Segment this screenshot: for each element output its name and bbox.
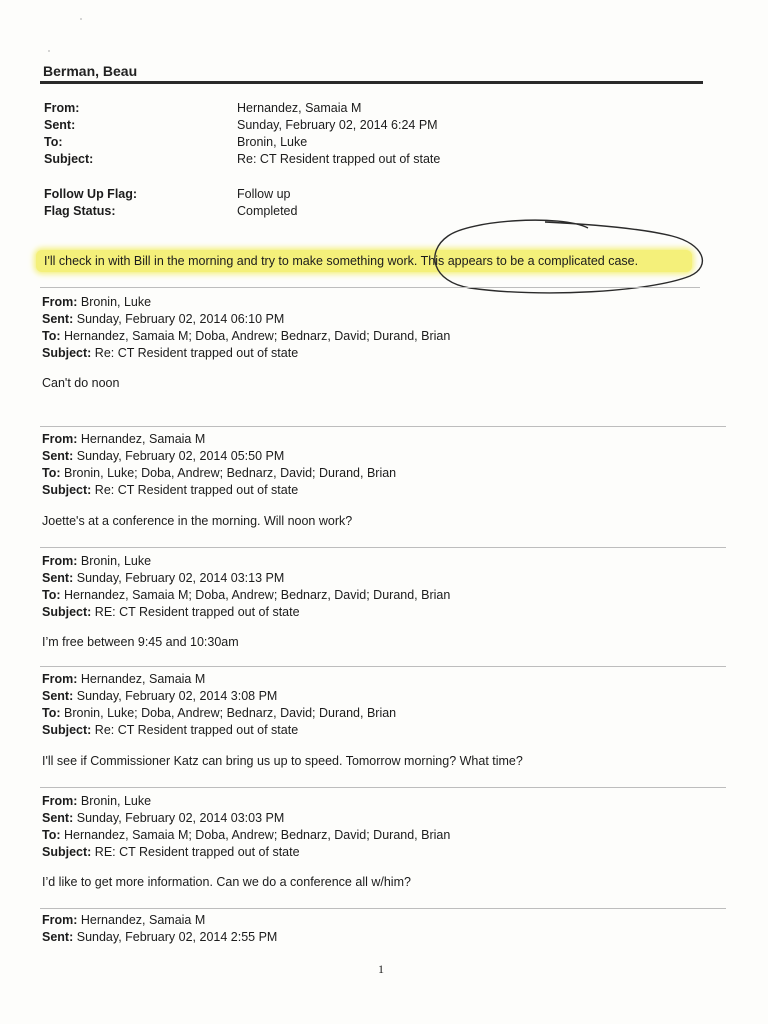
message-divider [40,787,726,788]
sent-value: Sunday, February 02, 2014 06:10 PM [76,312,285,326]
quoted-message-header [42,671,396,739]
sent-label: Sent: [42,312,74,326]
subject-value: Re: CT Resident trapped out of state [94,483,299,497]
sent-label: Sent: [42,449,74,463]
sent-value: Sunday, February 02, 2014 05:50 PM [76,449,285,463]
subject-label: Subject: [42,605,92,619]
to-label: To: [42,588,61,602]
message-body: I'll see if Commissioner Katz can bring us up to speed. Tomorrow morning? What time? [42,754,523,768]
message-divider [40,426,726,427]
from-value: Bronin, Luke [80,794,152,808]
to-label: To: [42,828,61,842]
sent-label: Sent: [42,571,74,585]
header-sent-label: Sent: [44,118,76,132]
to-value: Hernandez, Samaia M; Doba, Andrew; Bednarz, David; Durand, Brian [64,329,451,343]
to-value: Hernandez, Samaia M; Doba, Andrew; Bednarz, David; Durand, Brian [64,828,451,842]
from-label: From: [42,913,78,927]
subject-value: RE: CT Resident trapped out of state [94,845,300,859]
from-label: From: [42,432,78,446]
quoted-message-header [42,793,450,861]
scan-speck [48,50,50,52]
subject-value: Re: CT Resident trapped out of state [94,346,299,360]
sent-value: Sunday, February 02, 2014 2:55 PM [76,930,278,944]
follow-up-flag-row [44,186,291,203]
follow-up-flag-label: Follow Up Flag: [44,187,138,201]
to-label: To: [42,466,61,480]
subject-label: Subject: [42,845,92,859]
from-value: Hernandez, Samaia M [80,913,206,927]
header-to-row [44,134,308,151]
message-divider [40,666,726,667]
subject-value: RE: CT Resident trapped out of state [94,605,300,619]
quoted-message-header [42,294,450,362]
message-body: Joette's at a conference in the morning. Will noon work? [42,514,353,528]
from-label: From: [42,794,78,808]
from-value: Hernandez, Samaia M [80,432,206,446]
owner-divider [40,81,703,84]
highlighted-reply-text: I'll check in with Bill in the morning and try to make something work. This appears to be a complicated case. [44,254,639,268]
flag-status-row [44,203,298,220]
from-value: Hernandez, Samaia M [80,672,206,686]
header-subject-label: Subject: [44,152,94,166]
header-subject-row [44,151,441,168]
from-label: From: [42,672,78,686]
page-number: 1 [378,962,384,976]
sent-label: Sent: [42,689,74,703]
sent-value: Sunday, February 02, 2014 03:03 PM [76,811,285,825]
flag-status-value: Completed [237,204,298,218]
to-label: To: [42,329,61,343]
scan-speck [80,18,82,20]
header-from-label: From: [44,101,80,115]
header-to-label: To: [44,135,63,149]
header-sent-row [44,117,438,134]
to-value: Bronin, Luke; Doba, Andrew; Bednarz, David; Durand, Brian [64,706,397,720]
message-divider [40,287,700,288]
flag-status-label: Flag Status: [44,204,116,218]
mailbox-owner: Berman, Beau [43,63,138,79]
message-body: Can't do noon [42,376,120,390]
header-from-row [44,100,362,117]
follow-up-flag-value: Follow up [237,187,291,201]
sent-label: Sent: [42,811,74,825]
from-label: From: [42,295,78,309]
subject-label: Subject: [42,483,92,497]
subject-label: Subject: [42,723,92,737]
message-divider [40,908,726,909]
to-label: To: [42,706,61,720]
to-value: Bronin, Luke; Doba, Andrew; Bednarz, David; Durand, Brian [64,466,397,480]
to-value: Hernandez, Samaia M; Doba, Andrew; Bednarz, David; Durand, Brian [64,588,451,602]
sent-value: Sunday, February 02, 2014 3:08 PM [76,689,278,703]
header-from-value: Hernandez, Samaia M [237,101,362,115]
quoted-message-header [42,553,450,621]
subject-label: Subject: [42,346,92,360]
message-body: I’d like to get more information. Can we do a conference all w/him? [42,875,411,889]
header-sent-value: Sunday, February 02, 2014 6:24 PM [237,118,438,132]
header-to-value: Bronin, Luke [237,135,308,149]
from-value: Bronin, Luke [80,295,152,309]
sent-value: Sunday, February 02, 2014 03:13 PM [76,571,285,585]
message-divider [40,547,726,548]
header-subject-value: Re: CT Resident trapped out of state [237,152,441,166]
quoted-message-header [42,912,277,946]
sent-label: Sent: [42,930,74,944]
subject-value: Re: CT Resident trapped out of state [94,723,299,737]
message-body: I’m free between 9:45 and 10:30am [42,635,239,649]
from-label: From: [42,554,78,568]
quoted-message-header [42,431,396,499]
from-value: Bronin, Luke [80,554,152,568]
